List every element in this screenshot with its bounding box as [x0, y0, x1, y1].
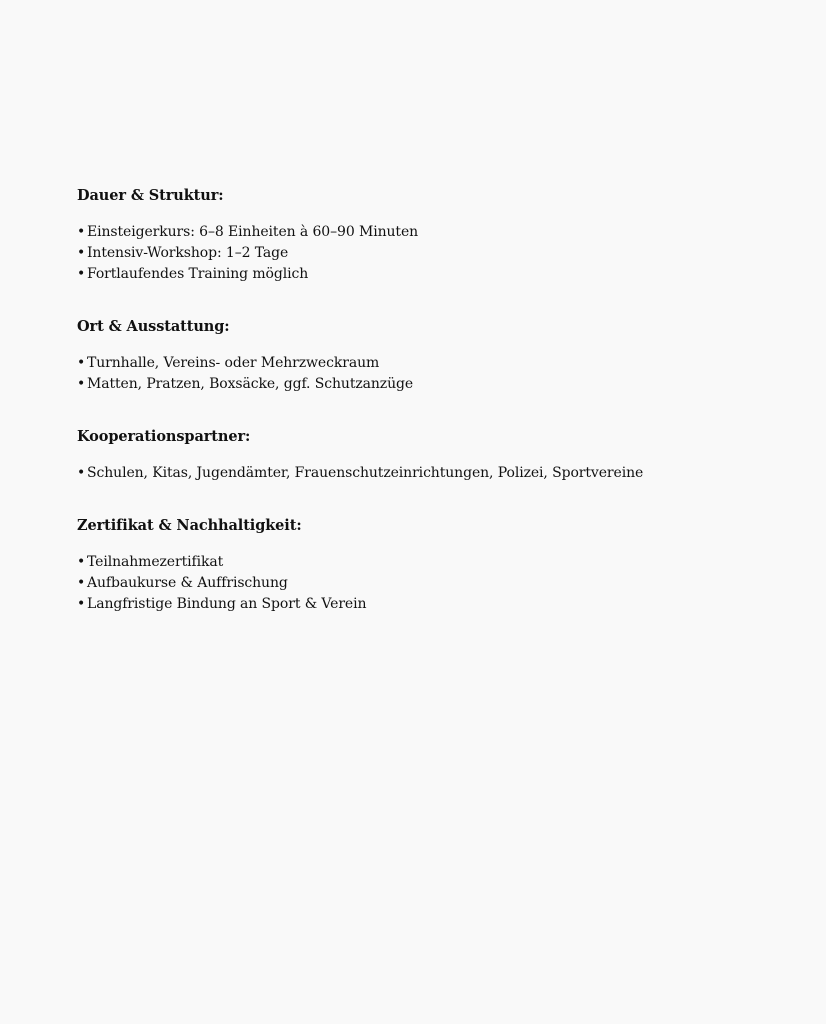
- bullet-icon: •: [77, 245, 86, 261]
- bullet-icon: •: [77, 376, 86, 392]
- bullet-list: [77, 463, 777, 484]
- section-heading: Dauer & Struktur:: [77, 187, 224, 204]
- section-dauer-struktur: [77, 186, 777, 285]
- list-item-text: Turnhalle, Vereins- oder Mehrzweckraum: [87, 355, 380, 371]
- list-item-text: Matten, Pratzen, Boxsäcke, ggf. Schutzanzüge: [87, 376, 414, 392]
- list-item-text: Einsteigerkurs: 6–8 Einheiten à 60–90 Minuten: [87, 224, 419, 240]
- list-item: [77, 463, 777, 484]
- list-item-text: Intensiv-Workshop: 1–2 Tage: [87, 245, 289, 261]
- section-kooperationspartner: [77, 427, 777, 484]
- bullet-icon: •: [77, 554, 86, 570]
- list-item-text: Fortlaufendes Training möglich: [87, 266, 309, 282]
- list-item: [77, 374, 777, 395]
- section-heading: Ort & Ausstattung:: [77, 318, 230, 335]
- list-item: [77, 264, 777, 285]
- bullet-list: [77, 353, 777, 395]
- section-ort-ausstattung: [77, 317, 777, 395]
- list-item: [77, 222, 777, 243]
- list-item: [77, 573, 777, 594]
- bullet-icon: •: [77, 224, 86, 240]
- bullet-icon: •: [77, 596, 86, 612]
- list-item-text: Langfristige Bindung an Sport & Verein: [87, 596, 367, 612]
- bullet-icon: •: [77, 465, 86, 481]
- section-heading: Kooperationspartner:: [77, 428, 251, 445]
- list-item-text: Teilnahmezertifikat: [87, 554, 224, 570]
- section-zertifikat-nachhaltigkeit: [77, 516, 777, 615]
- bullet-icon: •: [77, 266, 86, 282]
- bullet-icon: •: [77, 355, 86, 371]
- list-item: [77, 594, 777, 615]
- list-item-text: Schulen, Kitas, Jugendämter, Frauenschutzeinrichtungen, Polizei, Sportvereine: [87, 465, 644, 481]
- bullet-list: [77, 552, 777, 615]
- section-heading: Zertifikat & Nachhaltigkeit:: [77, 517, 302, 534]
- list-item-text: Aufbaukurse & Auffrischung: [87, 575, 288, 591]
- list-item: [77, 353, 777, 374]
- document-page: [77, 186, 777, 647]
- bullet-list: [77, 222, 777, 285]
- bullet-icon: •: [77, 575, 86, 591]
- list-item: [77, 552, 777, 573]
- list-item: [77, 243, 777, 264]
